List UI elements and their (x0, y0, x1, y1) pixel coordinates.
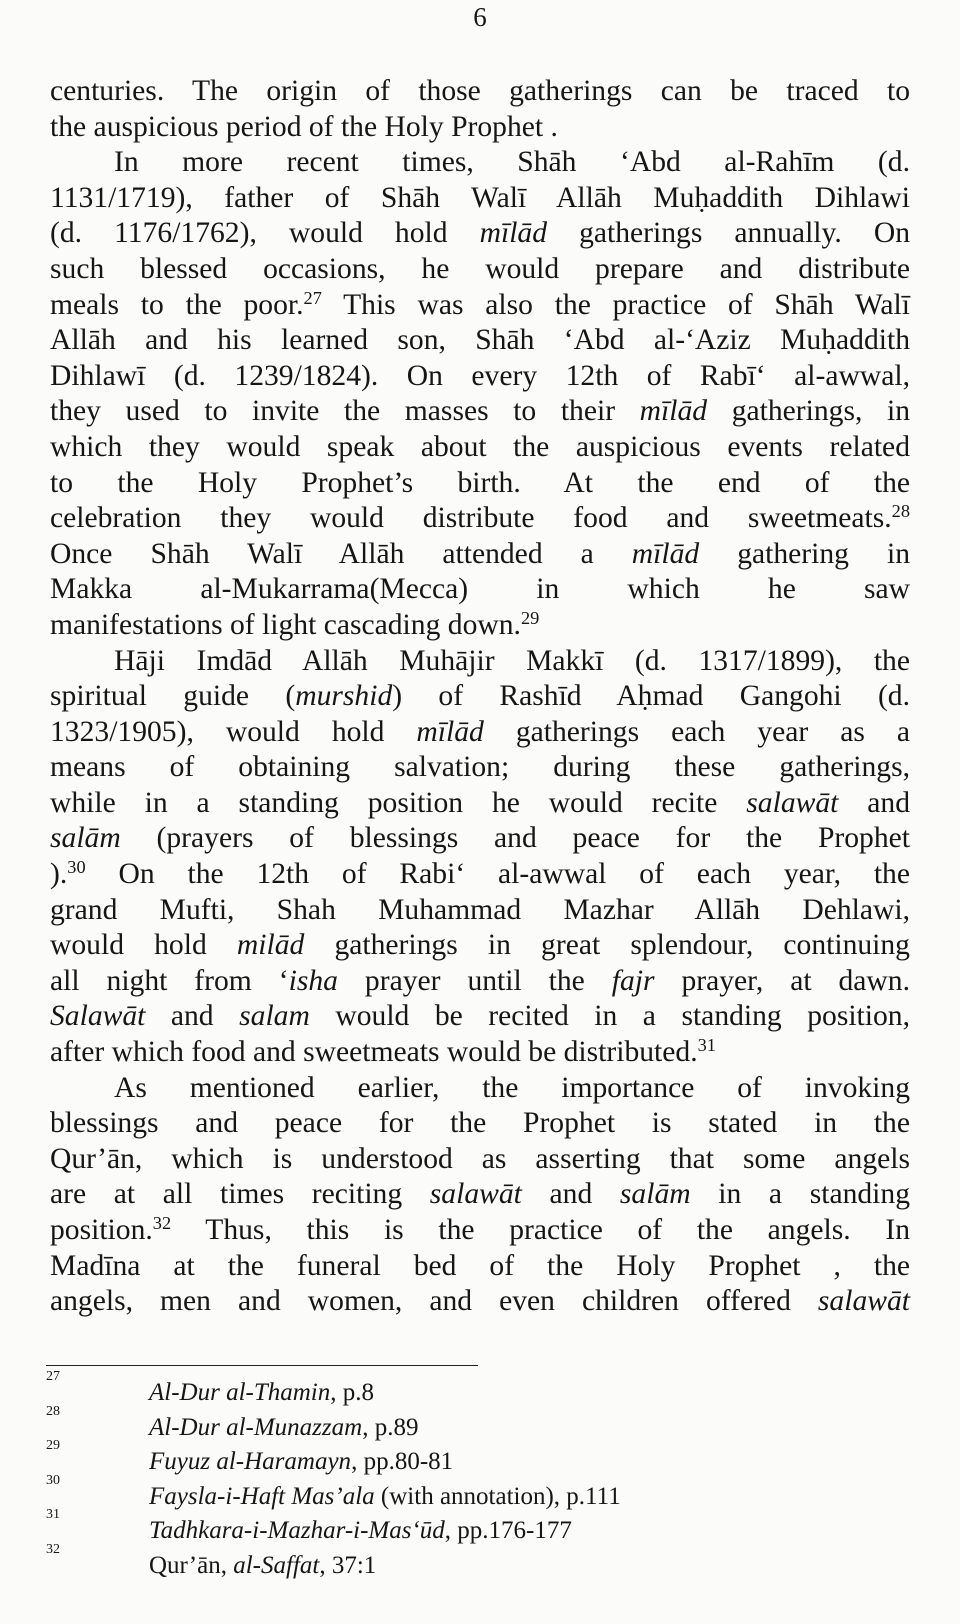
text-run: Once Shāh Walī Allāh attended a (50, 537, 632, 570)
text-run: 1323/1905), would hold (50, 715, 417, 748)
text-run: meals to the poor. (50, 288, 304, 321)
italic-term: Al-Dur al-Munazzam (149, 1413, 363, 1441)
text-line (50, 1035, 910, 1071)
footnote-number: 29 (46, 1438, 60, 1453)
italic-term: salam (239, 1000, 310, 1033)
text-run: grand Mufti, Shah Muhammad Mazhar Allāh Dehlawi, (50, 893, 910, 926)
footnote-number: 27 (46, 1369, 60, 1384)
text-run: prayer, at dawn. (654, 964, 910, 997)
text-line (50, 928, 910, 964)
text-run: after which food and sweetmeats would be distributed. (50, 1036, 698, 1069)
text-run: manifestations of light cascading down. (50, 608, 521, 641)
text-run: gatherings in great splendour, continuing (304, 929, 910, 962)
text-line (50, 1177, 910, 1213)
text-run: gatherings annually. On (547, 217, 911, 250)
italic-term: salawāt (429, 1178, 522, 1211)
italic-term: mīlād (479, 217, 548, 250)
text-line (50, 252, 910, 288)
text-line (50, 608, 910, 644)
text-run: and (521, 1178, 620, 1211)
footnote (46, 1369, 906, 1411)
footnote-citation (149, 1480, 621, 1515)
text-line (50, 466, 910, 502)
text-run: , p.8 (330, 1379, 374, 1406)
text-run: , 37:1 (319, 1551, 377, 1579)
text-line (50, 893, 910, 929)
text-run: centuries. The origin of those gatherings can be traced to (50, 75, 910, 107)
italic-term: milād (236, 929, 305, 962)
text-run: Qur’ān, which is understood as asserting that some angels (50, 1142, 910, 1175)
footnote (46, 1472, 906, 1515)
text-run: prayer until the (337, 964, 612, 997)
text-line (50, 145, 910, 181)
text-run: Dihlawī (d. 1239/1824). On every 12th of Rabī‘ al-awwal, (50, 359, 910, 392)
text-run: are at all times reciting (50, 1178, 430, 1211)
text-line (50, 572, 910, 608)
text-run: (with annotation), p.111 (374, 1482, 621, 1510)
italic-term: al-Saffat (233, 1551, 320, 1579)
footnote-reference: 29 (520, 607, 540, 628)
text-run: Makka al-Mukarrama(Mecca) in which he saw (50, 573, 910, 606)
footnote-number: 32 (46, 1541, 60, 1557)
text-run: which they would speak about the auspicious events related (50, 430, 910, 463)
text-run: to the Holy Prophet’s birth. At the end of the (50, 466, 910, 499)
footnote-reference: 32 (152, 1212, 172, 1233)
text-line (50, 181, 910, 217)
footnote-reference: 28 (891, 501, 910, 522)
text-line (50, 394, 910, 430)
text-run: position. (50, 1214, 153, 1246)
italic-term: mīlād (416, 715, 484, 748)
text-line (50, 537, 910, 573)
text-run: 1131/1719), father of Shāh Walī Allāh Muḥaddith Dihlawi (50, 181, 910, 214)
text-run: they used to invite the masses to their (50, 395, 640, 428)
italic-term: salawāt (746, 786, 839, 819)
text-line (50, 1284, 910, 1320)
italic-term: Tadhkara-i-Mazhar-i-Mas‘ūd (149, 1517, 445, 1544)
text-run: , p.89 (362, 1413, 419, 1441)
page-number: 6 (473, 2, 487, 32)
text-run: On the 12th of Rabi‘ al-awwal of each year, the (85, 858, 910, 891)
text-line (50, 323, 910, 359)
text-run: blessings and peace for the Prophet is stated in the (50, 1107, 910, 1140)
text-line (50, 74, 910, 110)
text-line (50, 288, 910, 324)
text-run: Hāji Imdād Allāh Muhājir Makkī (d. 1317/1899), the (114, 644, 910, 677)
footnote-number: 28 (46, 1403, 60, 1419)
text-run: , pp.80-81 (351, 1448, 454, 1475)
text-line (50, 679, 910, 715)
text-run: and (145, 1000, 240, 1033)
footnote-number: 30 (46, 1472, 60, 1488)
italic-term: murshid (295, 680, 393, 713)
footnote (46, 1507, 906, 1549)
italic-term: Salawāt (50, 1000, 146, 1033)
text-line (50, 216, 910, 252)
footnote-reference: 27 (303, 287, 322, 308)
text-run: Qur’ān, (149, 1551, 234, 1579)
text-run: gatherings each year as a (483, 715, 910, 748)
text-run: such blessed occasions, he would prepare and distribute (50, 252, 910, 285)
text-line (50, 786, 910, 822)
text-run: all night from ‘ (50, 964, 289, 997)
text-run: celebration they would distribute food and sweetmeats. (50, 502, 892, 535)
text-run: would hold (50, 929, 237, 962)
text-run: ). (50, 858, 68, 891)
italic-term: mīlād (631, 537, 700, 570)
text-line (50, 1249, 910, 1285)
text-line (50, 1213, 910, 1249)
footnotes (46, 1369, 906, 1583)
text-line (50, 1142, 910, 1178)
footnote-citation (149, 1549, 376, 1584)
footnote (46, 1438, 906, 1480)
text-line (50, 715, 910, 751)
italic-term: salawāt (817, 1285, 910, 1318)
text-line (50, 430, 910, 466)
text-line (50, 501, 910, 537)
text-run: while in a standing position he would recite (50, 786, 747, 819)
text-run: ) of Rashīd Aḥmad Gangohi (d. (392, 680, 910, 713)
text-run: spiritual guide ( (50, 680, 296, 713)
body-text (50, 74, 910, 1320)
italic-term: isha (288, 964, 338, 997)
text-line (50, 857, 910, 893)
italic-term: mīlād (639, 395, 708, 428)
text-line (50, 964, 910, 1000)
text-run: angels, men and women, and even children offered (50, 1285, 818, 1318)
text-line (50, 644, 910, 680)
text-run: In more recent times, Shāh ‘Abd al-Rahīm (d. (114, 146, 910, 179)
text-run: This was also the practice of Shāh Walī (321, 288, 910, 321)
text-run: , pp.176-177 (444, 1517, 572, 1544)
text-run: (prayers of blessings and peace for the Prophet (120, 822, 910, 855)
text-line (50, 750, 910, 786)
footnote-number: 31 (46, 1507, 60, 1522)
footnote-reference: 31 (697, 1034, 716, 1055)
footnote (46, 1541, 906, 1584)
text-run: in a standing (690, 1178, 910, 1211)
text-run: Madīna at the funeral bed of the Holy Prophet , the (50, 1249, 910, 1282)
footnote-citation (149, 1376, 374, 1411)
text-run: As mentioned earlier, the importance of invoking (114, 1071, 910, 1104)
italic-term: Fuyuz al-Haramayn (149, 1448, 352, 1475)
footnote (46, 1403, 906, 1446)
text-line (50, 999, 910, 1035)
footnote-citation (149, 1411, 418, 1446)
footnote-divider (46, 1365, 478, 1366)
text-run: and (838, 786, 910, 819)
text-run: would be recited in a standing position, (309, 1000, 910, 1033)
text-line (50, 1106, 910, 1142)
text-run: (d. 1176/1762), would hold (50, 217, 480, 250)
italic-term: salām (50, 822, 121, 855)
text-line (50, 110, 910, 146)
text-run: gathering in (699, 537, 910, 570)
text-run: gatherings, in (707, 395, 910, 428)
text-line (50, 359, 910, 395)
text-line (50, 1071, 910, 1107)
text-line (50, 821, 910, 857)
italic-term: fajr (611, 964, 655, 997)
italic-term: Al-Dur al-Thamin (149, 1379, 331, 1406)
text-run: means of obtaining salvation; during these gatherings, (50, 751, 910, 784)
italic-term: Faysla-i-Haft Mas’ala (149, 1482, 375, 1510)
italic-term: salām (619, 1178, 691, 1211)
text-run: Allāh and his learned son, Shāh ‘Abd al-‘Aziz Muḥaddith (50, 324, 910, 357)
footnote-reference: 30 (67, 856, 86, 877)
text-run: the auspicious period of the Holy Prophet . (50, 110, 558, 143)
footnote-citation (149, 1514, 572, 1549)
text-run: Thus, this is the practice of the angels. In (171, 1214, 910, 1246)
footnote-citation (149, 1445, 453, 1480)
